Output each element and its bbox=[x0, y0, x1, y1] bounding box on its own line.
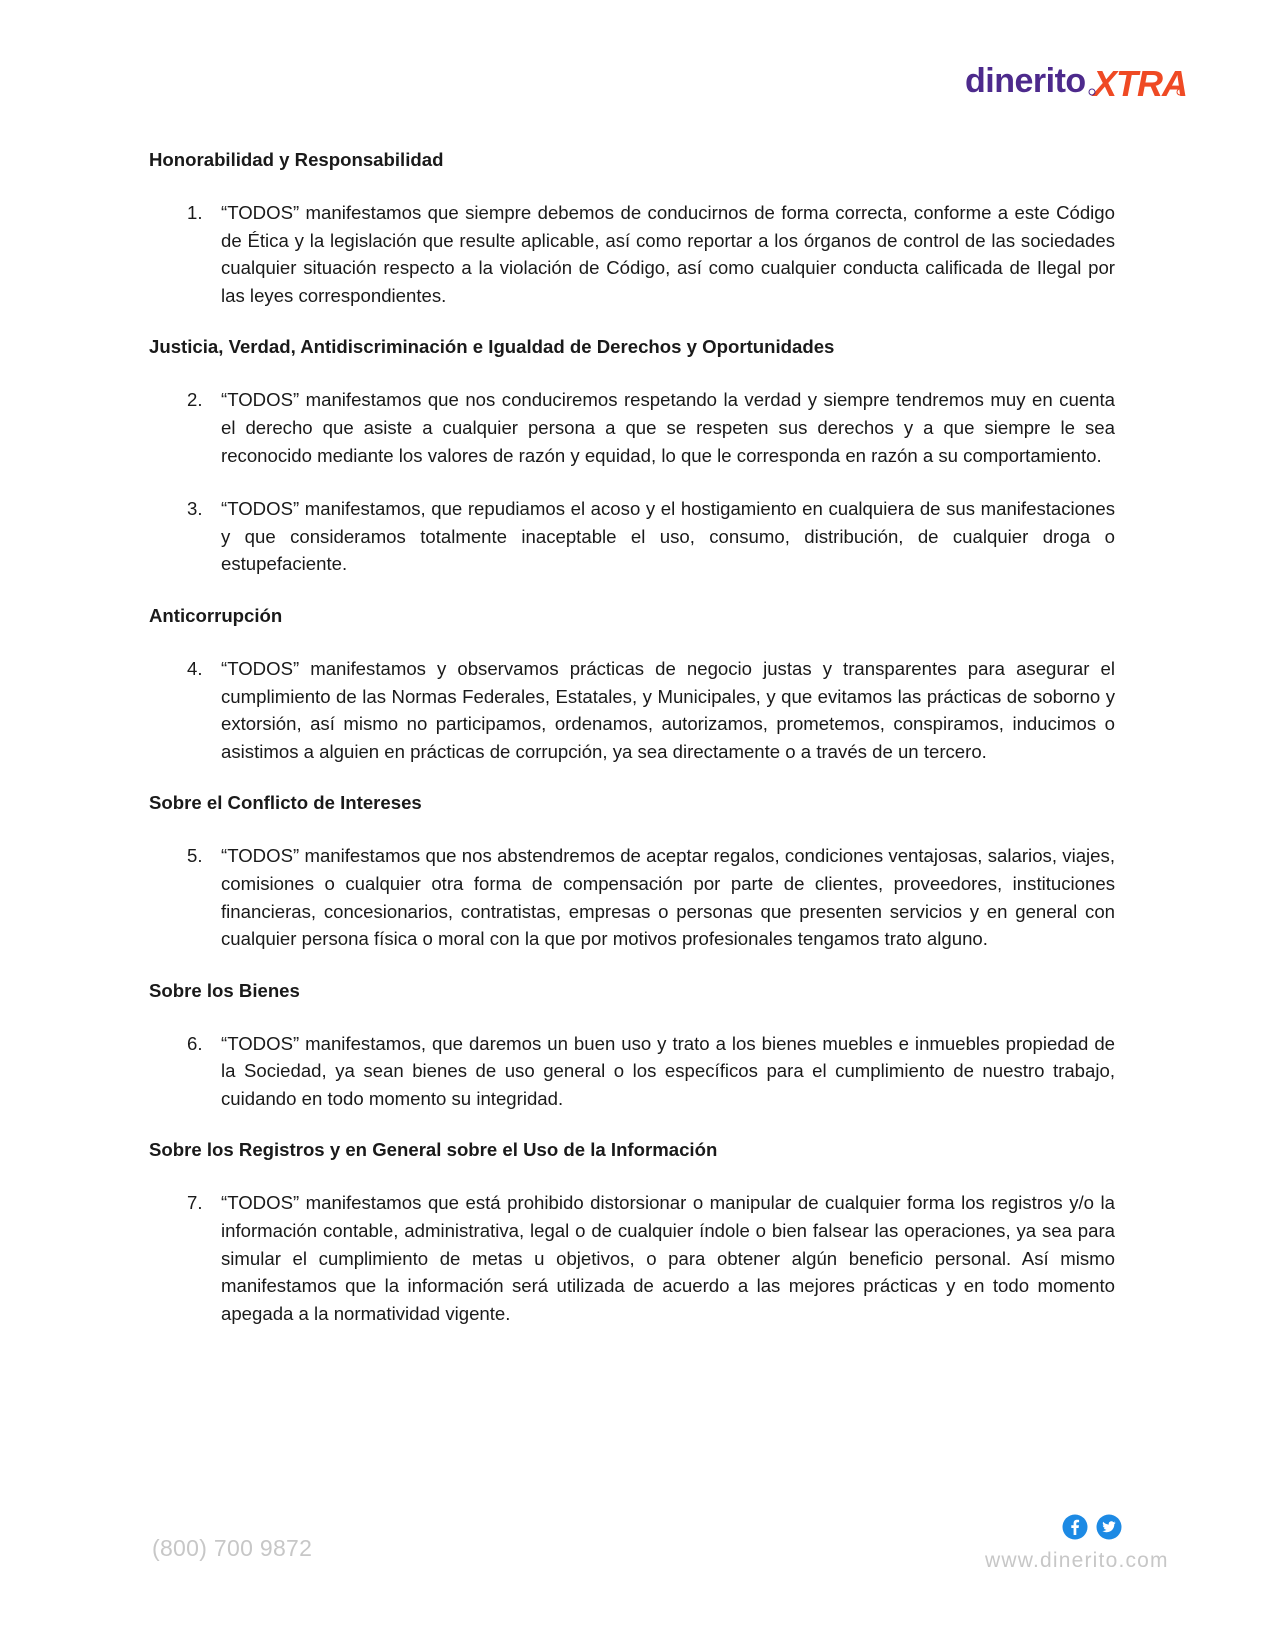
document-body bbox=[149, 148, 1115, 1353]
list-item bbox=[149, 655, 1115, 765]
list-item-number: 3. bbox=[187, 498, 203, 520]
section-title: Anticorrupción bbox=[149, 604, 283, 626]
section-title: Sobre el Conflicto de Intereses bbox=[149, 792, 422, 814]
twitter-icon[interactable] bbox=[1096, 1514, 1122, 1540]
list-item bbox=[149, 495, 1115, 578]
list-item-text: “TODOS” manifestamos que nos abstendremos de aceptar regalos, condiciones ventajosas, salarios, viajes, comisiones o cualquier otra forma de compensación por parte de clientes, proveedores, instituciones financieras, concesionarios, contratistas, empresas o personas que presenten servicios y en general con cualquier persona física o moral con la que por motivos profesionales tengamos trato alguno. bbox=[221, 845, 1115, 950]
dinerito-xtra-logo bbox=[965, 50, 1190, 110]
list-item-text: “TODOS” manifestamos, que daremos un buen uso y trato a los bienes muebles e inmuebles propiedad de la Sociedad, ya sean bienes de uso general o los específicos para el cumplimiento de nuestro trabajo, cuidando en todo momento su integridad. bbox=[221, 1032, 1115, 1109]
section-title: Honorabilidad y Responsabilidad bbox=[149, 149, 444, 170]
svg-text:XTRA: XTRA bbox=[1093, 63, 1187, 104]
list-item-number: 1. bbox=[187, 202, 203, 223]
dinerito-xtra-logo-graphic bbox=[965, 50, 1190, 110]
list-item-text: “TODOS” manifestamos que está prohibido distorsionar o manipular de cualquier forma los registros y/o la información contable, administrativa, legal o de cualquier índole o bien falsear las operaciones, ya sea para simular el cumplimiento de metas u objetivos, o para obtener algún beneficio personal. Así mismo manifestamos que la información será utilizada de acuerdo a las mejores prácticas y en todo momento apegada a la normatividad vigente. bbox=[221, 1192, 1115, 1324]
facebook-icon[interactable] bbox=[1062, 1514, 1088, 1540]
list-item-number: 7. bbox=[187, 1192, 203, 1214]
list-item-text: “TODOS” manifestamos y observamos prácticas de negocio justas y transparentes para asegurar el cumplimiento de las Normas Federales, Estatales, y Municipales, y que evitamos las prácticas de soborno y extorsión, así mismo no participamos, ordenamos, autorizamos, prometemos, conspiramos, inducimos o asistimos a alguien en prácticas de corrupción, ya sea directamente o a través de un tercero. bbox=[221, 657, 1115, 762]
list-item-number: 2. bbox=[187, 389, 203, 411]
list-item-text: “TODOS” manifestamos que siempre debemos de conducirnos de forma correcta, conforme a este Código de Ética y la legislación que resulte aplicable, así como reportar a los órganos de control de las sociedades cualquier situación respecto a la violación de Código, así como cualquier conducta calificada de Ilegal por las leyes correspondientes. bbox=[221, 202, 1115, 306]
list-item-number: 6. bbox=[187, 1032, 203, 1054]
list-item bbox=[149, 1030, 1115, 1113]
section-title: Justicia, Verdad, Antidiscriminación e Igualdad de Derechos y Oportunidades bbox=[149, 336, 835, 358]
list-item bbox=[149, 1189, 1115, 1327]
footer-phone: (800) 700 9872 bbox=[152, 1535, 313, 1561]
list-item bbox=[149, 199, 1115, 309]
list-item-number: 4. bbox=[187, 657, 203, 679]
list-item-text: “TODOS” manifestamos que nos conduciremos respetando la verdad y siempre tendremos muy en cuenta el derecho que asiste a cualquier persona a que se respeten sus derechos y a que siempre le sea reconocido mediante los valores de razón y equidad, lo que le corresponda en razón a su comportamiento. bbox=[221, 389, 1115, 466]
list-item bbox=[149, 842, 1115, 952]
section-title: Sobre los Registros y en General sobre el Uso de la Información bbox=[149, 1139, 718, 1161]
svg-text:dinerito: dinerito bbox=[965, 62, 1086, 100]
section-title: Sobre los Bienes bbox=[149, 979, 300, 1001]
list-item bbox=[149, 386, 1115, 469]
list-item-text: “TODOS” manifestamos, que repudiamos el acoso y el hostigamiento en cualquiera de sus manifestaciones y que consideramos totalmente inaceptable el uso, consumo, distribución, de cualquier droga o estupefaciente. bbox=[221, 498, 1115, 575]
list-item-number: 5. bbox=[187, 845, 203, 867]
footer-website[interactable]: www.dinerito.com bbox=[985, 1549, 1169, 1572]
